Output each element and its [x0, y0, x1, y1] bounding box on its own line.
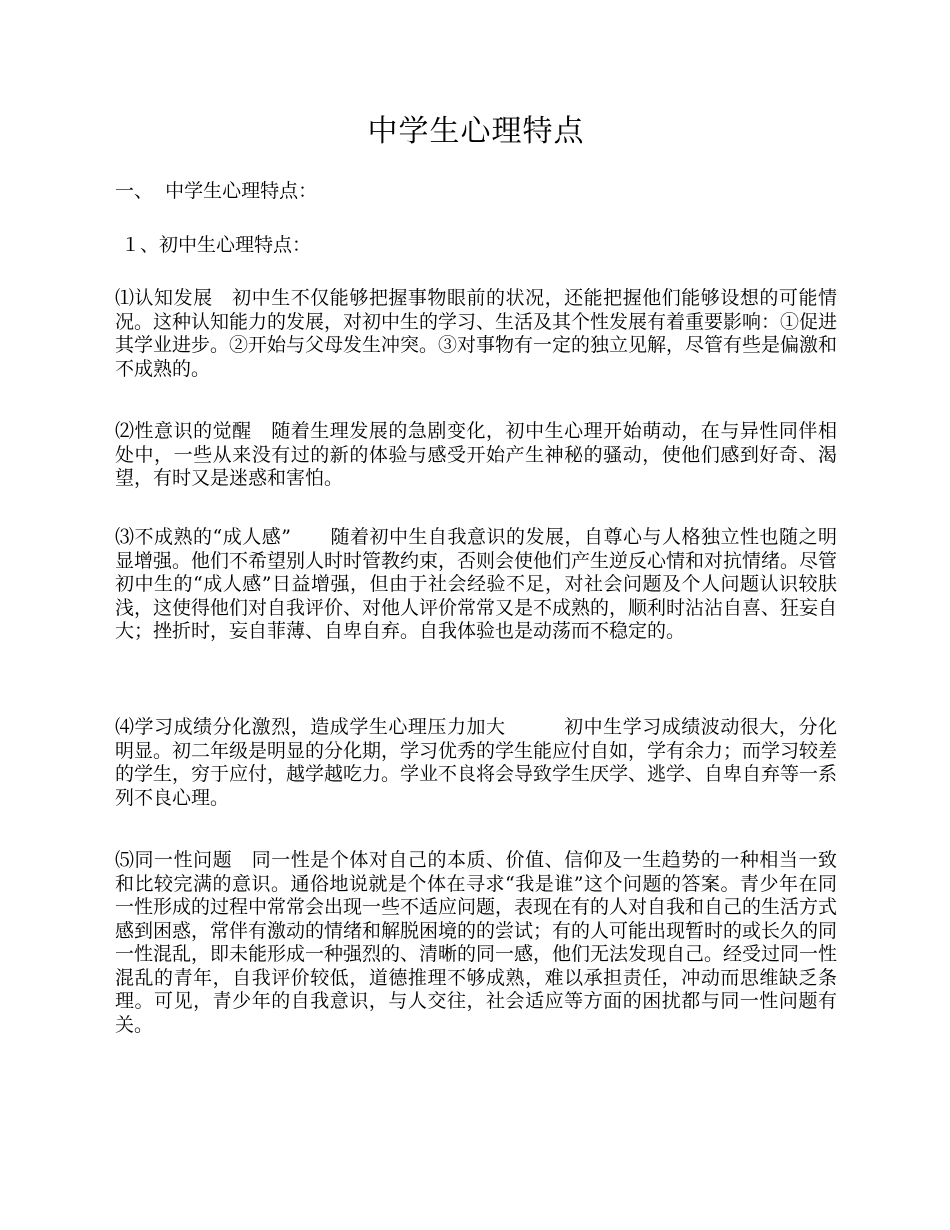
- document-title: 中学生心理特点: [367, 114, 585, 149]
- subsection-heading: １、初中生心理特点：: [115, 234, 312, 256]
- paragraph-spacer: [232, 849, 252, 871]
- paragraph-spacer: [291, 526, 331, 548]
- paragraph-body: 随着生理发展的急剧变化，初中生心理开始萌动，在与异性同伴相处中，一些从来没有过的新的体验与感受开始产生神秘的骚动，使他们感到好奇、渴望，有时又是迷惑和害怕。: [115, 420, 837, 489]
- paragraph-body: 初中生学习成绩波动很大，分化明显。初二年级是明显的分化期，学习优秀的学生能应付自如，学有余力；而学习较差的学生，穷于应付，越学越吃力。学业不良将会导致学生厌学、逃学、自卑自弃等一系列不良心理。: [115, 716, 838, 809]
- paragraph-body: 随着初中生自我意识的发展，自尊心与人格独立性也随之明显增强。他们不希望别人时时管教约束，否则会使他们产生逆反心情和对抗情绪。尽管初中生的“成人感”日益增强，但由于社会经验不足，对社会问题及个人问题认识较肤浅，这使得他们对自我评价、对他人评价常常又是不成熟的，顺利时沾沾自喜、狂妄自大；挫折时，妄自菲薄、自卑自弃。自我体验也是动荡而不稳定的。: [115, 526, 838, 642]
- paragraph-spacer: [506, 716, 565, 738]
- paragraph-academic-pressure: [115, 716, 837, 810]
- paragraph-cognitive-development: [115, 287, 837, 381]
- paragraph-heading: ⑸同一性问题: [115, 849, 233, 871]
- paragraph-identity: [115, 849, 837, 1037]
- paragraph-adult-sense: [115, 526, 837, 644]
- paragraph-heading: ⑷学习成绩分化激烈，造成学生心理压力加大: [115, 716, 506, 738]
- paragraph-body: 同一性是个体对自己的本质、价值、信仰及一生趋势的一种相当一致和比较完满的意识。通俗地说就是个体在寻求“我是谁”这个问题的答案。青少年在同一性形成的过程中常常会出现一些不适应问题，表现在有的人对自我和自己的生活方式感到困惑，常伴有激动的情绪和解脱困境的的尝试；有的人可能出现暂时的或长久的同一性混乱，即未能形成一种强烈的、清晰的同一感，他们无法发现自己。经受过同一性混乱的青年，自我评价较低，道德推理不够成熟，难以承担责任，冲动而思维缺乏条理。可见，青少年的自我意识，与人交往，社会适应等方面的困扰都与同一性问题有关。: [115, 849, 838, 1036]
- document-page: [115, 0, 837, 1230]
- paragraph-spacer: [213, 287, 233, 309]
- paragraph-heading: ⑵性意识的觉醒: [115, 420, 252, 442]
- paragraph-sexual-awareness: [115, 420, 837, 491]
- paragraph-heading: ⑶不成熟的“成人感”: [115, 526, 291, 548]
- section-heading: 一、 中学生心理特点：: [115, 180, 318, 202]
- paragraph-spacer: [252, 420, 272, 442]
- paragraph-heading: ⑴认知发展: [115, 287, 213, 309]
- paragraph-body: 初中生不仅能够把握事物眼前的状况，还能把握他们能够设想的可能情况。这种认知能力的发展，对初中生的学习、生活及其个性发展有着重要影响：①促进其学业进步。②开始与父母发生冲突。③对事物有一定的独立见解，尽管有些是偏激和不成熟的。: [115, 287, 838, 380]
